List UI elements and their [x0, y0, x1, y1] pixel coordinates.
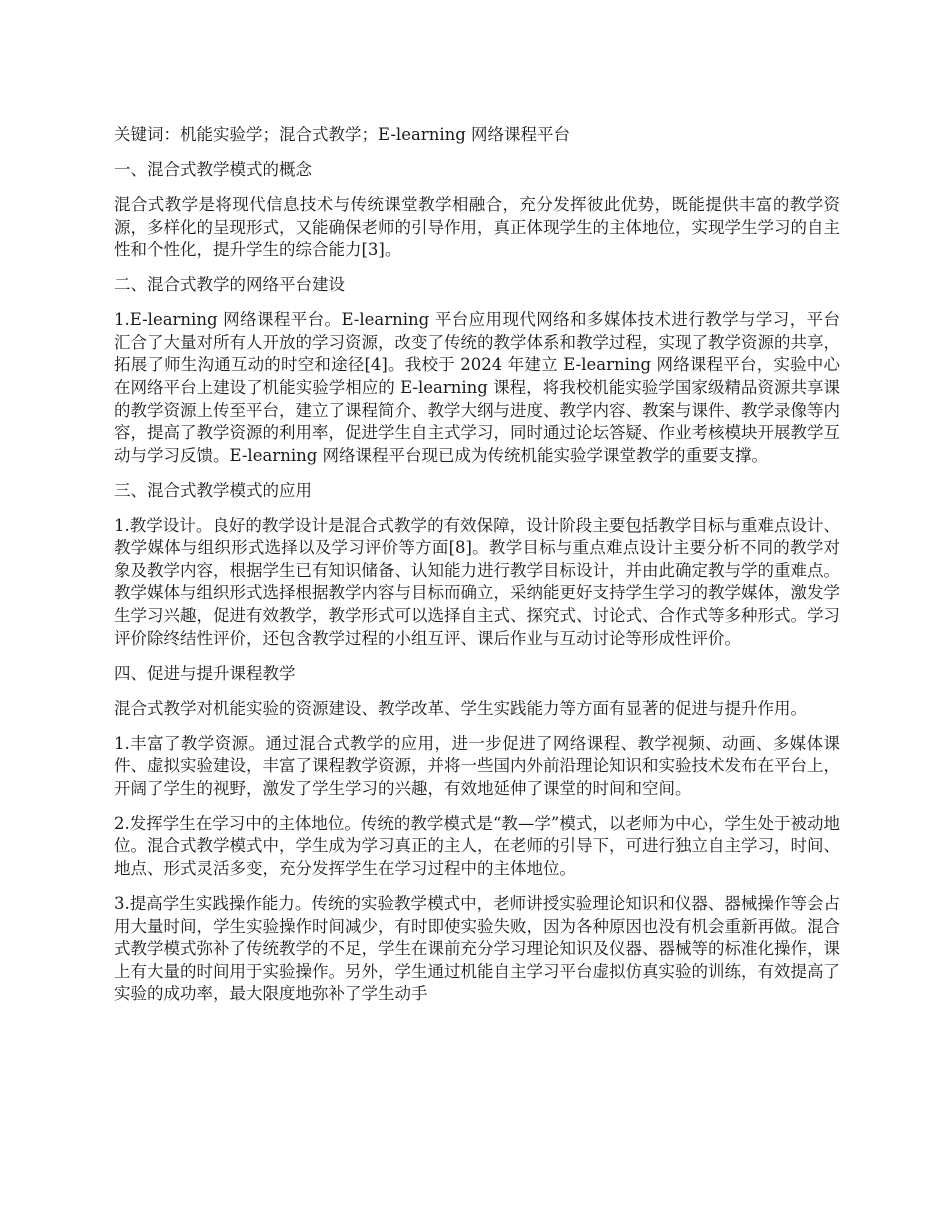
paragraph-teaching-design: 1.教学设计。良好的教学设计是混合式教学的有效保障，设计阶段主要包括教学目标与重难点设计、教学媒体与组织形式选择以及学习评价等方面[8]。教学目标与重点难点设计主要分析不同的教学对象及教学内容，根据学生已有知识储备、认知能力进行教学目标设计，并由此确定教与学的重难点。教学媒体与组织形式选择根据教学内容与目标而确立，采纳能更好支持学生学习的教学媒体，激发学生学习兴趣，促进有效教学，教学形式可以选择自主式、探究式、讨论式、合作式等多种形式。学习评价除终结性评价，还包含教学过程的小组互评、课后作业与互动讨论等形成性评价。 — [114, 515, 840, 648]
section-heading-platform: 二、混合式教学的网络平台建设 — [114, 275, 345, 295]
paragraph-promotion-intro: 混合式教学对机能实验的资源建设、教学改革、学生实践能力等方面有显著的促进与提升作用。 — [114, 698, 807, 718]
section-heading-application: 三、混合式教学模式的应用 — [114, 480, 312, 500]
document-page — [114, 124, 840, 1018]
paragraph-resources: 1.丰富了教学资源。通过混合式教学的应用，进一步促进了网络课程、教学视频、动画、多媒体课件、虚拟实验建设，丰富了课程教学资源，并将一些国内外前沿理论知识和实验技术发布在平台上，开阔了学生的视野，激发了学生学习的兴趣，有效地延伸了课堂的时间和空间。 — [114, 733, 840, 798]
paragraph-practice-ability: 3.提高学生实践操作能力。传统的实验教学模式中，老师讲授实验理论知识和仪器、器械操作等会占用大量时间，学生实验操作时间减少，有时即使实验失败，因为各种原因也没有机会重新再做。混合式教学模式弥补了传统教学的不足，学生在课前充分学习理论知识及仪器、器械等的标准化操作，课上有大量的时间用于实验操作。另外，学生通过机能自主学习平台虚拟仿真实验的训练，有效提高了实验的成功率，最大限度地弥补了学生动手 — [114, 893, 840, 1004]
keywords-line: 关键词：机能实验学；混合式教学；E-learning 网络课程平台 — [114, 125, 571, 144]
section-heading-concept: 一、混合式教学模式的概念 — [114, 159, 312, 179]
paragraph-student-role: 2.发挥学生在学习中的主体地位。传统的教学模式是“教—学”模式，以老师为中心，学生处于被动地位。混合式教学模式中，学生成为学习真正的主人，在老师的引导下，可进行独立自主学习，时间、地点、形式灵活多变，充分发挥学生在学习过程中的主体地位。 — [114, 813, 840, 878]
paragraph-platform: 1.E-learning 网络课程平台。E-learning 平台应用现代网络和多媒体技术进行教学与学习，平台汇合了大量对所有人开放的学习资源，改变了传统的教学体系和教学过程，实现了教学资源的共享，拓展了师生沟通互动的时空和途径[4]。我校于 2024 年建立 E-learning 网络课程平台，实验中心在网络平台上建设了机能实验学相应的 E-learning 课程，将我校机能实验学国家级精品资源共享课的教学资源上传至平台，建立了课程简介、教学大纲与进度、教学内容、教案与课件、教学录像等内容，提高了教学资源的利用率，促进学生自主式学习，同时通过论坛答疑、作业考核模块开展教学互动与学习反馈。E-learning 网络课程平台现已成为传统机能实验学课堂教学的重要支撑。 — [114, 310, 840, 465]
section-heading-promotion: 四、促进与提升课程教学 — [114, 663, 296, 683]
paragraph-concept: 混合式教学是将现代信息技术与传统课堂教学相融合，充分发挥彼此优势，既能提供丰富的教学资源，多样化的呈现形式，又能确保老师的引导作用，真正体现学生的主体地位，实现学生学习的自主性和个性化，提升学生的综合能力[3]。 — [114, 194, 840, 260]
